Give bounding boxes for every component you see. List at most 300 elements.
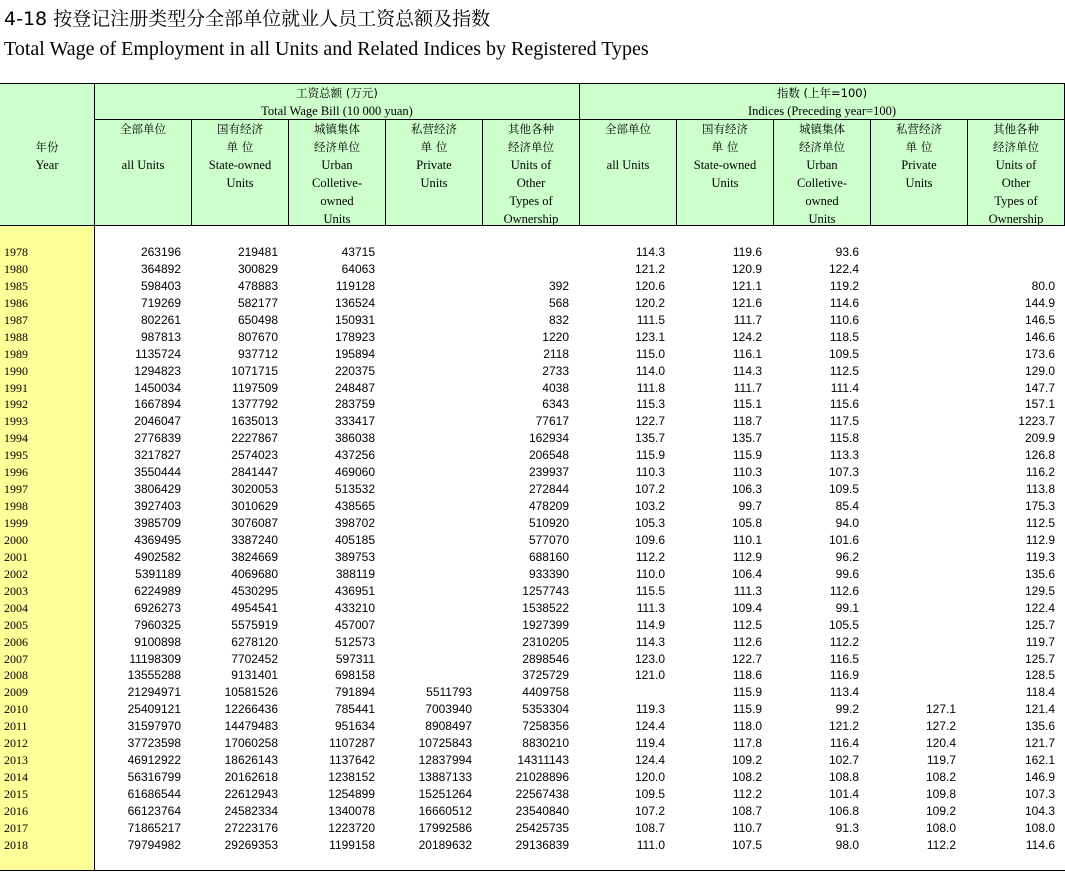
value-cell: 433210	[334, 600, 375, 615]
value-cell: 1107287	[329, 736, 375, 751]
wage-all-units-header-line	[95, 192, 191, 210]
table-row	[0, 803, 1065, 820]
value-cell: 115.6	[829, 397, 859, 412]
value-cell: 135.7	[634, 431, 665, 446]
wage-private-header-line	[386, 210, 482, 226]
value-cell: 146.6	[1024, 329, 1055, 344]
value-cell: 300829	[237, 261, 278, 276]
value-cell: 582177	[237, 295, 278, 310]
value-cell: 118.6	[732, 668, 762, 683]
value-cell: 71865217	[127, 820, 181, 835]
value-cell: 109.8	[925, 787, 956, 801]
value-cell: 117.8	[732, 736, 762, 751]
value-cell: 107.2	[634, 803, 665, 818]
year-cell: 1985	[4, 278, 28, 293]
wage-urban-collective-header-line: owned	[320, 194, 354, 208]
value-cell: 46912922	[127, 753, 181, 768]
year-cell: 1991	[4, 380, 28, 395]
value-cell: 17060258	[224, 736, 278, 751]
value-cell: 129.5	[1024, 583, 1055, 598]
table-row	[0, 718, 1065, 735]
value-cell: 3985709	[134, 516, 181, 530]
value-cell: 5353304	[522, 702, 569, 717]
value-cell: 115.9	[732, 702, 762, 717]
value-cell: 29136839	[515, 837, 569, 852]
index-other-types-header-line: Types of	[994, 194, 1038, 208]
value-cell: 12837994	[418, 753, 472, 768]
wage-all-units-header-line: all Units	[121, 158, 165, 172]
index-state-owned-header-line: 国有经济	[702, 122, 748, 136]
table-row	[0, 312, 1065, 329]
wage-private-header-line: 私营经济	[411, 122, 457, 136]
year-cell: 2008	[4, 668, 28, 683]
year-cell: 2016	[4, 803, 28, 818]
value-cell: 1635013	[231, 414, 278, 429]
wage-state-owned-header-line: Units	[226, 176, 254, 190]
value-cell: 29269353	[224, 837, 278, 852]
value-cell: 364892	[140, 261, 181, 276]
table-row	[0, 244, 1065, 261]
table-row	[0, 363, 1065, 380]
index-all-units-header-line	[580, 138, 676, 156]
table-row	[0, 684, 1065, 701]
value-cell: 101.6	[828, 532, 859, 547]
index-other-types-header-line: 经济单位	[993, 140, 1039, 154]
index-urban-collective-header-line: Colletive-	[797, 176, 847, 190]
value-cell: 106.4	[731, 566, 762, 581]
value-cell: 117.5	[829, 414, 859, 429]
value-cell: 107.2	[634, 482, 665, 497]
year-cell: 1986	[4, 295, 28, 310]
value-cell: 6926273	[134, 600, 181, 615]
value-cell: 110.7	[732, 820, 762, 835]
index-all-units-header-line: 全部单位	[605, 122, 651, 136]
table-row	[0, 735, 1065, 752]
value-cell: 111.7	[733, 380, 762, 395]
value-cell: 115.3	[635, 397, 665, 412]
value-cell: 114.0	[635, 363, 665, 378]
value-cell: 933390	[528, 566, 569, 581]
value-cell: 121.2	[828, 719, 859, 734]
value-cell: 388119	[335, 566, 375, 581]
wage-other-types-header-line: Types of	[509, 194, 553, 208]
value-cell: 17992586	[418, 820, 472, 835]
year-cell: 1989	[4, 346, 28, 361]
value-cell: 1254899	[328, 787, 375, 801]
year-header	[0, 84, 95, 226]
value-cell: 109.4	[731, 600, 762, 615]
value-cell: 122.7	[634, 414, 665, 429]
value-cell: 115.1	[732, 397, 762, 412]
value-cell: 105.8	[731, 516, 762, 530]
value-cell: 114.6	[829, 295, 859, 310]
value-cell: 121.7	[1024, 736, 1055, 751]
value-cell: 389753	[334, 549, 375, 564]
value-cell: 175.3	[1024, 499, 1055, 514]
value-cell: 951634	[334, 719, 375, 734]
value-cell: 25409121	[127, 702, 181, 717]
wage-other-types-header	[483, 120, 580, 226]
table-row	[0, 346, 1065, 363]
value-cell: 99.2	[835, 702, 859, 717]
value-cell: 107.3	[828, 465, 859, 480]
wage-other-types-header-line: 其他各种	[508, 122, 554, 136]
value-cell: 13555288	[127, 668, 181, 683]
value-cell: 1257743	[522, 583, 569, 598]
wage-urban-collective-header-line: Colletive-	[312, 176, 362, 190]
index-state-owned-header-line: State-owned	[693, 158, 757, 172]
value-cell: 21294971	[127, 685, 181, 700]
value-cell: 99.6	[835, 566, 859, 581]
year-cell: 2015	[4, 787, 28, 801]
value-cell: 219481	[237, 245, 278, 259]
value-cell: 109.6	[634, 532, 665, 547]
value-cell: 24582334	[224, 803, 278, 818]
wage-state-owned-header-line: State-owned	[208, 158, 272, 172]
wage-all-units-header-line	[95, 138, 191, 156]
value-cell: 1450034	[134, 380, 181, 395]
value-cell: 112.5	[1025, 516, 1055, 530]
value-cell: 115.8	[829, 431, 859, 446]
value-cell: 14311143	[517, 753, 569, 768]
value-cell: 43715	[341, 245, 375, 259]
value-cell: 119.2	[829, 278, 859, 293]
value-cell: 85.4	[835, 499, 859, 514]
value-cell: 178923	[334, 329, 375, 344]
table-row	[0, 769, 1065, 786]
value-cell: 115.9	[732, 448, 762, 463]
index-other-types-header-line: Other	[1001, 176, 1031, 190]
value-cell: 1137642	[329, 753, 375, 768]
value-cell: 3387240	[231, 532, 278, 547]
index-other-types-header-line: Ownership	[988, 212, 1044, 226]
data-rows	[0, 244, 1065, 854]
year-cell: 1994	[4, 431, 28, 446]
value-cell: 13887133	[418, 770, 472, 785]
value-cell: 1667894	[134, 397, 181, 412]
value-cell: 64063	[341, 261, 375, 276]
value-cell: 110.3	[732, 465, 762, 480]
wage-all-units-header-line: 全部单位	[120, 122, 166, 136]
value-cell: 107.5	[731, 837, 762, 852]
wage-private-header-line: Private	[416, 158, 452, 172]
value-cell: 121.2	[634, 261, 665, 276]
table-row	[0, 701, 1065, 718]
value-cell: 123.0	[634, 651, 665, 666]
index-state-owned-header-line: 单 位	[711, 140, 739, 154]
table-row	[0, 600, 1065, 617]
value-cell: 111.3	[636, 600, 665, 615]
value-cell: 457007	[334, 617, 375, 632]
bottom-rule	[0, 870, 1065, 871]
value-cell: 10725843	[418, 736, 472, 751]
value-cell: 478209	[528, 499, 569, 514]
value-cell: 112.5	[829, 363, 859, 378]
table-row	[0, 464, 1065, 481]
value-cell: 23540840	[515, 803, 569, 818]
value-cell: 110.3	[635, 465, 665, 480]
value-cell: 807670	[237, 329, 278, 344]
value-cell: 115.0	[635, 346, 665, 361]
value-cell: 1223720	[328, 820, 375, 835]
table-row	[0, 329, 1065, 346]
value-cell: 96.2	[835, 549, 859, 564]
value-cell: 239937	[528, 465, 569, 480]
value-cell: 105.3	[634, 516, 665, 530]
wage-urban-collective-header-line: 城镇集体	[314, 122, 360, 136]
wage-state-owned-header-line: 单 位	[226, 140, 254, 154]
table-row	[0, 837, 1065, 854]
value-cell: 987813	[140, 329, 181, 344]
value-cell: 2118	[543, 346, 569, 361]
table-row	[0, 820, 1065, 837]
value-cell: 10581526	[224, 685, 278, 700]
table-row	[0, 651, 1065, 668]
index-group-header	[580, 84, 1065, 120]
value-cell: 114.3	[635, 245, 665, 259]
year-cell: 2012	[4, 736, 28, 751]
value-cell: 1199158	[329, 837, 375, 852]
value-cell: 99.7	[738, 499, 762, 514]
value-cell: 9100898	[134, 634, 181, 649]
value-cell: 115.5	[635, 583, 665, 598]
index-urban-collective-header-line: owned	[805, 194, 839, 208]
value-cell: 120.0	[634, 770, 665, 785]
value-cell: 66123764	[127, 803, 181, 818]
value-cell: 4902582	[134, 549, 181, 564]
value-cell: 114.3	[635, 634, 665, 649]
value-cell: 9131401	[231, 668, 278, 683]
table-row	[0, 430, 1065, 447]
year-cell: 1998	[4, 499, 28, 514]
value-cell: 114.6	[1025, 837, 1055, 852]
year-cell: 2009	[4, 685, 28, 700]
index-all-units-header	[580, 120, 677, 226]
data-sheet	[0, 83, 1065, 871]
value-cell: 110.6	[829, 312, 859, 327]
table-row	[0, 447, 1065, 464]
value-cell: 4069680	[231, 566, 278, 581]
value-cell: 3217827	[134, 448, 181, 463]
value-cell: 135.7	[731, 431, 762, 446]
value-cell: 115.9	[732, 685, 762, 700]
value-cell: 111.0	[636, 837, 665, 852]
value-cell: 37723598	[127, 736, 181, 751]
index-state-owned-header-line	[677, 210, 773, 226]
year-cell: 2003	[4, 583, 28, 598]
value-cell: 195894	[334, 346, 375, 361]
value-cell: 1223.7	[1018, 414, 1055, 429]
index-private-header-line: 私营经济	[896, 122, 942, 136]
value-cell: 125.7	[1024, 651, 1055, 666]
index-private-header	[871, 120, 968, 226]
table-row	[0, 515, 1065, 532]
value-cell: 209.9	[1024, 431, 1055, 446]
year-cell: 1999	[4, 516, 28, 530]
year-cell: 1988	[4, 329, 28, 344]
table-row	[0, 498, 1065, 515]
table-row	[0, 532, 1065, 549]
index-other-types-header	[968, 120, 1065, 226]
value-cell: 112.6	[829, 583, 859, 598]
value-cell: 108.7	[731, 803, 762, 818]
value-cell: 2227867	[231, 431, 278, 446]
value-cell: 18626143	[224, 753, 278, 768]
table-row	[0, 583, 1065, 600]
value-cell: 114.9	[635, 617, 665, 632]
value-cell: 122.4	[1024, 600, 1055, 615]
table-row	[0, 617, 1065, 634]
value-cell: 398702	[334, 516, 375, 530]
year-cell: 2000	[4, 532, 28, 547]
wage-all-units-header-line	[95, 210, 191, 226]
value-cell: 220375	[334, 363, 375, 378]
value-cell: 147.7	[1024, 380, 1055, 395]
value-cell: 103.2	[634, 499, 665, 514]
value-cell: 126.8	[1024, 448, 1055, 463]
value-cell: 1135724	[135, 346, 181, 361]
value-cell: 118.7	[732, 414, 762, 429]
wage-state-owned-header-line	[192, 192, 288, 210]
year-cell: 2001	[4, 549, 28, 564]
index-other-types-header-line: 其他各种	[993, 122, 1039, 136]
value-cell: 111.3	[733, 583, 762, 598]
year-cell: 1993	[4, 414, 28, 429]
value-cell: 116.2	[1025, 465, 1055, 480]
index-state-owned-header-line: Units	[711, 176, 739, 190]
wage-state-owned-header-line: 国有经济	[217, 122, 263, 136]
value-cell: 112.9	[1025, 532, 1055, 547]
wage-private-header	[386, 120, 483, 226]
value-cell: 109.5	[828, 346, 859, 361]
index-private-header-line	[871, 210, 967, 226]
value-cell: 124.4	[634, 753, 665, 768]
value-cell: 120.9	[731, 261, 762, 276]
index-private-header-line: Units	[905, 176, 933, 190]
value-cell: 106.3	[731, 482, 762, 497]
value-cell: 7258356	[522, 719, 569, 734]
value-cell: 3927403	[134, 499, 181, 514]
value-cell: 119.7	[926, 753, 956, 768]
table-row	[0, 634, 1065, 651]
year-cell: 2011	[4, 719, 28, 734]
value-cell: 1927399	[522, 617, 569, 632]
value-cell: 102.7	[828, 753, 859, 768]
value-cell: 112.2	[635, 549, 665, 564]
value-cell: 2841447	[231, 465, 278, 480]
value-cell: 162.1	[1024, 753, 1055, 768]
index-all-units-header-line	[580, 210, 676, 226]
table-row	[0, 752, 1065, 769]
value-cell: 106.8	[828, 803, 859, 818]
value-cell: 146.5	[1024, 312, 1055, 327]
value-cell: 121.4	[1024, 702, 1055, 717]
value-cell: 3824669	[231, 549, 278, 564]
value-cell: 14479483	[224, 719, 278, 734]
value-cell: 15251264	[418, 787, 472, 801]
year-cell: 2007	[4, 651, 28, 666]
value-cell: 112.5	[732, 617, 762, 632]
value-cell: 5575919	[231, 617, 278, 632]
value-cell: 111.4	[830, 380, 859, 395]
value-cell: 478883	[237, 278, 278, 293]
wage-urban-collective-header-line: 经济单位	[314, 140, 360, 154]
value-cell: 2046047	[134, 414, 181, 429]
wage-state-owned-header-line	[192, 210, 288, 226]
value-cell: 127.2	[925, 719, 956, 734]
value-cell: 120.2	[634, 295, 665, 310]
value-cell: 1238152	[328, 770, 375, 785]
value-cell: 108.0	[1024, 820, 1055, 835]
value-cell: 110.0	[635, 566, 665, 581]
value-cell: 146.9	[1024, 770, 1055, 785]
value-cell: 2310205	[522, 634, 569, 649]
year-cell: 2018	[4, 837, 28, 852]
value-cell: 16660512	[418, 803, 472, 818]
value-cell: 27223176	[224, 820, 278, 835]
value-cell: 31597970	[127, 719, 181, 734]
year-cell: 2017	[4, 820, 28, 835]
wage-other-types-header-line: Units of	[510, 158, 552, 172]
year-cell: 2004	[4, 600, 28, 615]
value-cell: 3020053	[231, 482, 278, 497]
value-cell: 8830210	[522, 736, 569, 751]
value-cell: 4409758	[522, 685, 569, 700]
value-cell: 20162618	[224, 770, 278, 785]
value-cell: 598403	[140, 278, 181, 293]
value-cell: 118.0	[732, 719, 762, 734]
value-cell: 3550444	[134, 465, 181, 480]
value-cell: 123.1	[634, 329, 665, 344]
value-cell: 386038	[334, 431, 375, 446]
value-cell: 577070	[528, 532, 569, 547]
value-cell: 119.7	[1025, 634, 1055, 649]
year-cell: 2014	[4, 770, 28, 785]
value-cell: 802261	[140, 312, 181, 327]
wage-other-types-header-line: Ownership	[503, 212, 559, 226]
value-cell: 272844	[528, 482, 569, 497]
value-cell: 124.2	[731, 329, 762, 344]
value-cell: 263196	[140, 245, 181, 259]
value-cell: 3076087	[231, 516, 278, 530]
value-cell: 937712	[237, 346, 278, 361]
value-cell: 118.4	[1025, 685, 1055, 700]
year-cell: 1992	[4, 397, 28, 412]
value-cell: 120.4	[925, 736, 956, 751]
value-cell: 688160	[528, 549, 569, 564]
value-cell: 116.9	[829, 668, 859, 683]
value-cell: 125.7	[1024, 617, 1055, 632]
value-cell: 113.4	[829, 685, 859, 700]
value-cell: 121.1	[731, 278, 762, 293]
value-cell: 144.9	[1024, 295, 1055, 310]
page-title-english: Total Wage of Employment in all Units and Related Indices by Registered Types	[4, 38, 649, 60]
table-row	[0, 481, 1065, 498]
value-cell: 438565	[334, 499, 375, 514]
value-cell: 121.6	[731, 295, 762, 310]
value-cell: 118.5	[829, 329, 859, 344]
wage-all-units-header-line	[95, 174, 191, 192]
value-cell: 135.6	[1024, 566, 1055, 581]
wage-group-header-en: Total Wage Bill (10 000 yuan)	[261, 104, 413, 118]
value-cell: 405185	[334, 532, 375, 547]
table-row	[0, 295, 1065, 312]
value-cell: 1294823	[134, 363, 181, 378]
table-row	[0, 667, 1065, 684]
value-cell: 108.7	[634, 820, 665, 835]
year-header-cn: 年份	[35, 140, 59, 154]
value-cell: 116.4	[829, 736, 859, 751]
